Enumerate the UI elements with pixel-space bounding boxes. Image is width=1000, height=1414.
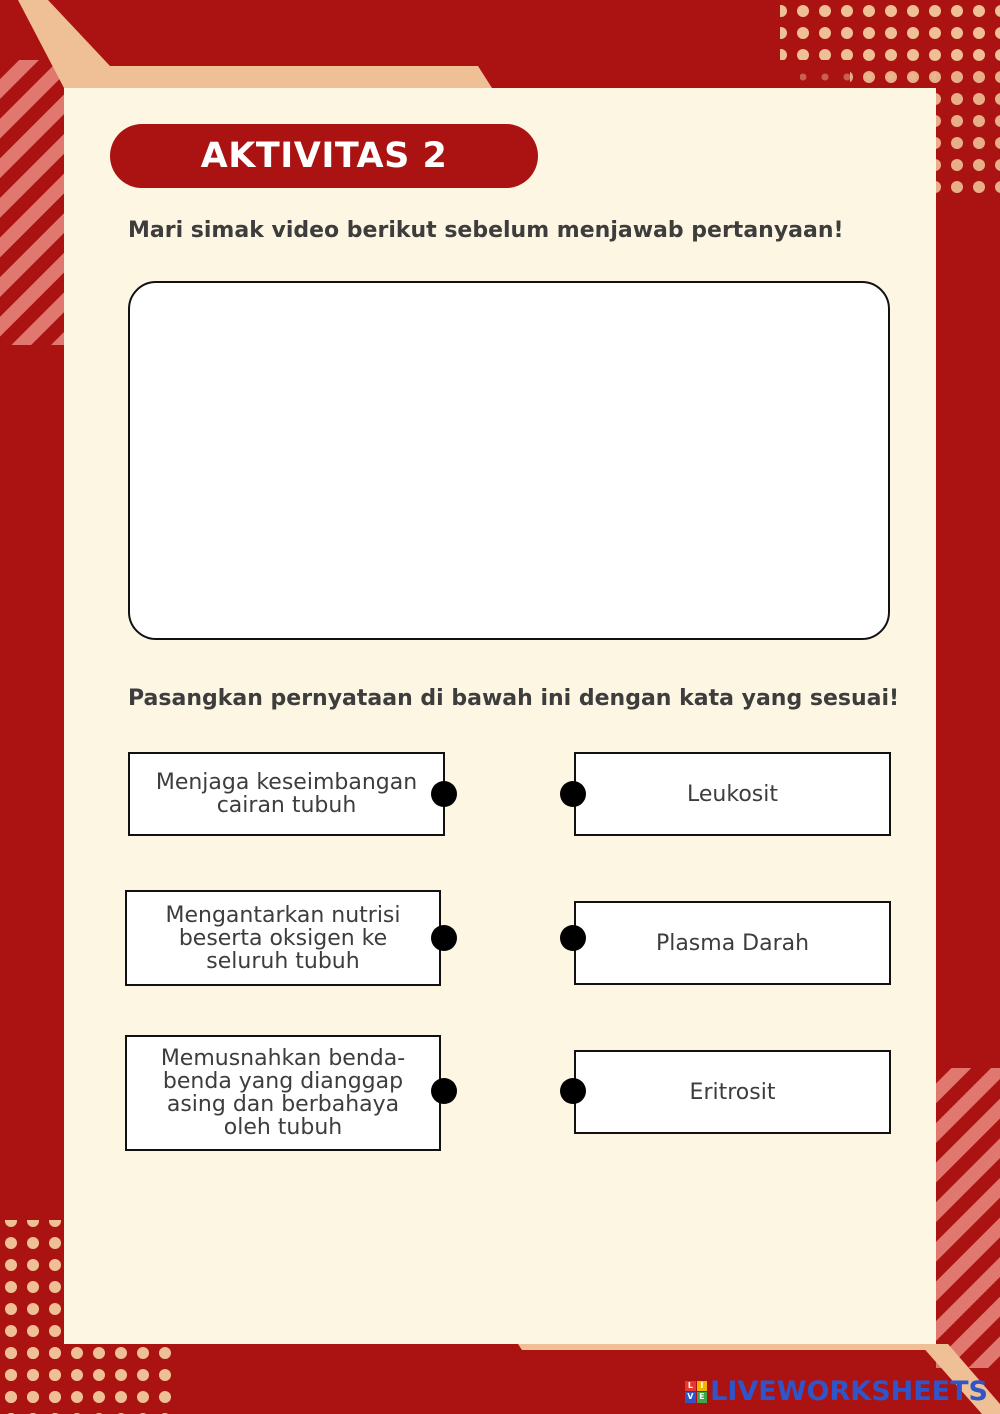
video-placeholder[interactable]	[128, 281, 890, 640]
brand-name: LIVEWORKSHEETS	[710, 1376, 988, 1407]
statement-text: Mengantarkan nutrisi beserta oksigen ke seluruh tubuh	[165, 902, 401, 974]
worksheet-paper	[64, 88, 936, 1344]
answer-text: Eritrosit	[689, 1079, 776, 1105]
answer-text: Plasma Darah	[655, 930, 810, 956]
activity-title: AKTIVITAS 2	[110, 124, 538, 188]
statement-box-1	[128, 752, 445, 836]
answer-connector-1[interactable]	[560, 781, 586, 807]
answer-connector-3[interactable]	[560, 1078, 586, 1104]
statement-box-3	[125, 1035, 441, 1151]
answer-box-plasma-darah	[574, 901, 891, 985]
logo-letter: V	[685, 1392, 696, 1403]
answer-text: Leukosit	[687, 781, 778, 807]
statement-connector-1[interactable]	[431, 781, 457, 807]
statement-text: Menjaga keseimbangan cairan tubuh	[155, 770, 418, 818]
logo-letter: E	[697, 1392, 708, 1403]
answer-box-leukosit	[574, 752, 891, 836]
liveworksheets-logo	[685, 1376, 988, 1407]
statement-text: Memusnahkan benda-benda yang dianggap asing dan berbahaya oleh tubuh	[160, 1046, 406, 1140]
answer-connector-2[interactable]	[560, 925, 586, 951]
logo-letter: I	[697, 1381, 708, 1392]
statement-box-2	[125, 890, 441, 986]
statement-connector-2[interactable]	[431, 925, 457, 951]
statement-connector-3[interactable]	[431, 1078, 457, 1104]
logo-letter: L	[685, 1381, 696, 1392]
matching-instruction: Pasangkan pernyataan di bawah ini dengan kata yang sesuai!	[128, 686, 900, 711]
answer-box-eritrosit	[574, 1050, 891, 1134]
logo-grid-icon	[685, 1381, 707, 1403]
video-instruction: Mari simak video berikut sebelum menjawab pertanyaan!	[128, 218, 844, 243]
